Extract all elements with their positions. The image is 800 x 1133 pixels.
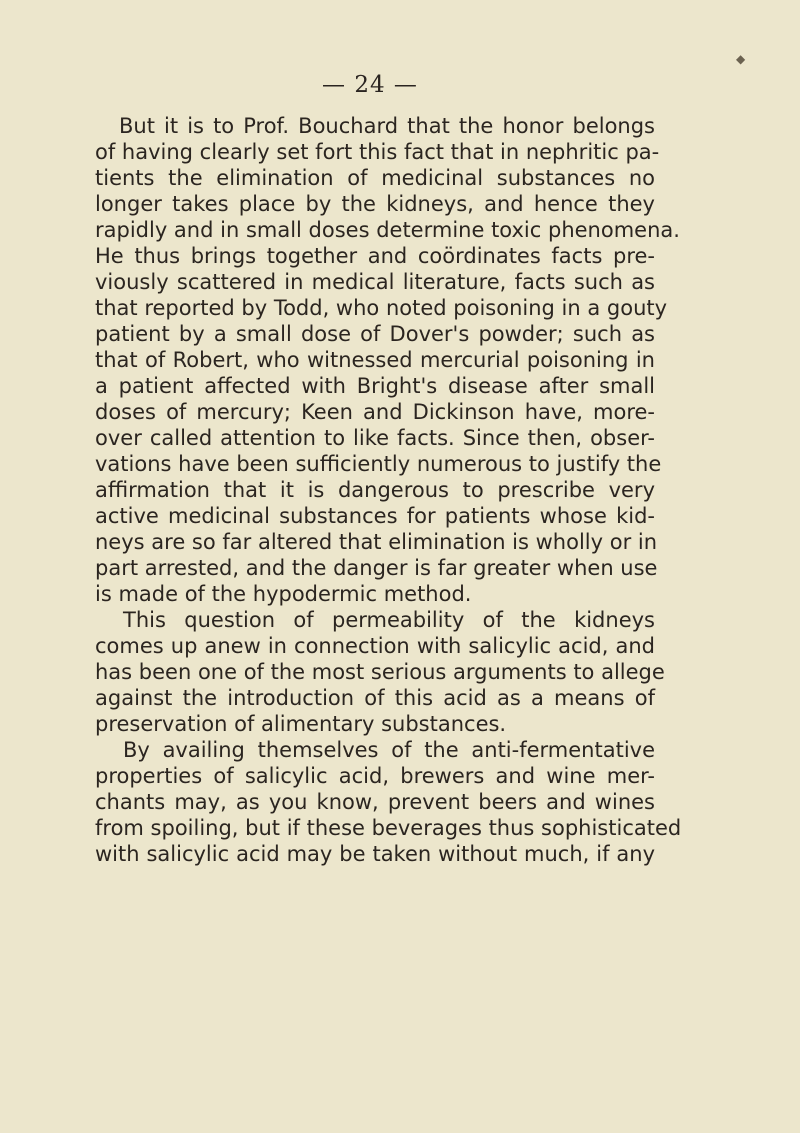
text-line: viously scattered in medical literature, facts such as	[95, 270, 655, 294]
text-line: longer takes place by the kidneys, and hence they	[95, 192, 655, 216]
text-line: neys are so far altered that elimination is wholly or in	[95, 530, 658, 554]
text-line: a patient affected with Bright's disease after small	[95, 374, 655, 398]
text-line: vations have been sufficiently numerous to justify the	[95, 452, 662, 476]
text-line: He thus brings together and coördinates facts pre-	[95, 244, 655, 268]
text-line: This question of permeability of the kidneys	[123, 608, 655, 632]
text-line: properties of salicylic acid, brewers and wine mer-	[95, 764, 655, 788]
text-line: preservation of alimentary substances.	[95, 712, 507, 736]
text-line: affirmation that it is dangerous to prescribe very	[95, 478, 655, 502]
text-line: is made of the hypodermic method.	[95, 582, 472, 606]
text-line: with salicylic acid may be taken without much, if any	[95, 842, 655, 866]
text-line: patient by a small dose of Dover's powder; such as	[95, 322, 655, 346]
text-line: active medicinal substances for patients whose kid-	[95, 504, 655, 528]
text-line: But it is to Prof. Bouchard that the honor belongs	[119, 114, 655, 138]
corner-mark: ◆	[736, 52, 746, 66]
text-line: from spoiling, but if these beverages thus sophisticated	[95, 816, 682, 840]
text-line: tients the elimination of medicinal substances no	[95, 166, 655, 190]
text-line: that reported by Todd, who noted poisoning in a gouty	[95, 296, 668, 320]
text-line: rapidly and in small doses determine toxic phenomena.	[95, 218, 680, 242]
text-line: over called attention to like facts. Since then, obser-	[95, 426, 655, 450]
text-line: part arrested, and the danger is far greater when use	[95, 556, 658, 580]
page-number: — 24 —	[322, 72, 418, 98]
text-line: chants may, as you know, prevent beers and wines	[95, 790, 655, 814]
text-line: against the introduction of this acid as a means of	[95, 686, 655, 710]
text-line: By availing themselves of the anti-fermentative	[123, 738, 655, 762]
text-line: comes up anew in connection with salicylic acid, and	[95, 634, 655, 658]
text-line: of having clearly set fort this fact that in nephritic pa-	[95, 140, 660, 164]
text-line: that of Robert, who witnessed mercurial poisoning in	[95, 348, 655, 372]
text-line: has been one of the most serious arguments to allege	[95, 660, 665, 684]
text-line: doses of mercury; Keen and Dickinson have, more-	[95, 400, 655, 424]
body-text	[95, 113, 682, 867]
